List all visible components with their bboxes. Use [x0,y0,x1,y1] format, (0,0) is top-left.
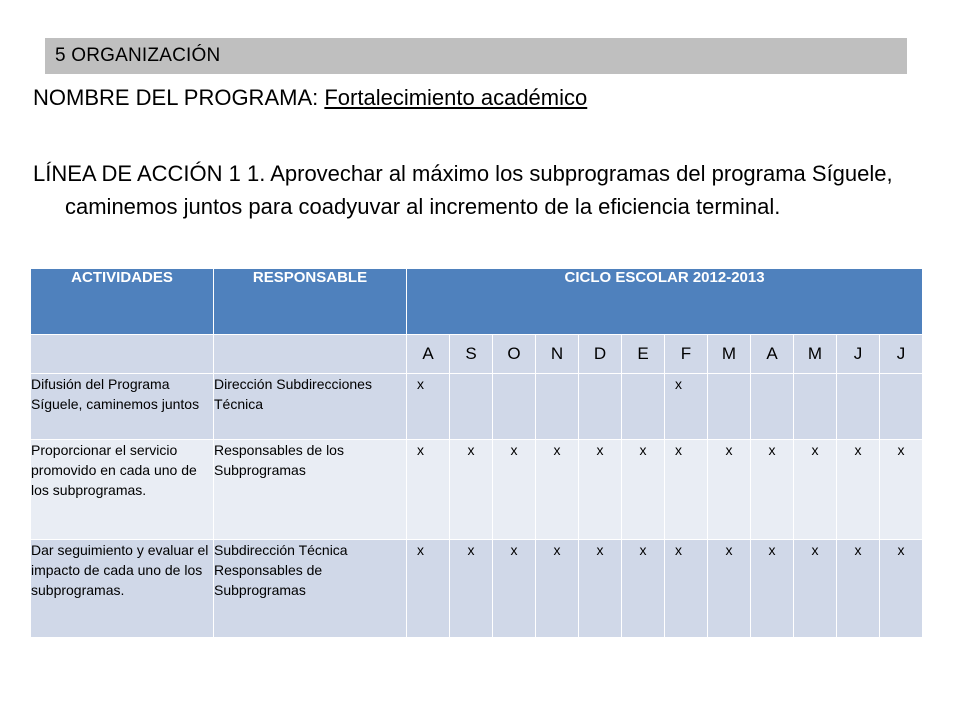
month-mark-cell [579,374,622,440]
responsible-cell: Dirección Subdirecciones Técnica [214,374,407,440]
month-mark-cell: x [794,540,837,638]
month-mark-cell: x [837,540,880,638]
months-row [31,335,923,374]
month-mark-cell: x [493,540,536,638]
month-mark-cell: x [579,440,622,540]
month-cell: O [493,335,536,374]
month-mark-cell: x [407,374,450,440]
month-cell: E [622,335,665,374]
month-mark-cell [493,374,536,440]
month-mark-cell [536,374,579,440]
month-mark-cell [450,374,493,440]
month-mark-cell: x [708,440,751,540]
month-mark-cell: x [493,440,536,540]
month-mark-cell: x [665,540,708,638]
month-cell: N [536,335,579,374]
responsible-cell: Subdirección Técnica Responsables de Subprogramas [214,540,407,638]
month-mark-cell: x [622,540,665,638]
month-mark-cell [837,374,880,440]
month-mark-cell [880,374,923,440]
month-mark-cell: x [880,440,923,540]
month-cell: M [794,335,837,374]
month-cell: F [665,335,708,374]
month-mark-cell: x [536,540,579,638]
month-cell: J [837,335,880,374]
month-mark-cell: x [837,440,880,540]
month-mark-cell: x [794,440,837,540]
month-mark-cell: x [536,440,579,540]
activity-cell: Dar seguimiento y evaluar el impacto de cada uno de los subprogramas. [31,540,214,638]
header-row [31,269,923,335]
program-name: Fortalecimiento académico [324,85,588,110]
month-mark-cell [794,374,837,440]
schedule-table [30,268,923,638]
table-row [31,374,923,440]
responsible-header: RESPONSABLE [214,269,407,335]
month-cell: A [751,335,794,374]
program-name-line [33,82,587,114]
month-mark-cell [751,374,794,440]
month-mark-cell: x [450,440,493,540]
responsible-cell: Responsables de los Subprogramas [214,440,407,540]
activities-header: ACTIVIDADES [31,269,214,335]
empty-cell [214,335,407,374]
month-cell: M [708,335,751,374]
month-mark-cell: x [665,440,708,540]
month-mark-cell: x [622,440,665,540]
month-mark-cell: x [407,540,450,638]
month-cell: D [579,335,622,374]
activity-cell: Proporcionar el servicio promovido en cada uno de los subprogramas. [31,440,214,540]
month-mark-cell: x [407,440,450,540]
empty-cell [31,335,214,374]
action-line-text: LÍNEA DE ACCIÓN 1 1. Aprovechar al máximo los subprogramas del programa Síguele, caminemos juntos para coadyuvar al incremento de la eficiencia terminal. [33,161,893,219]
month-mark-cell [708,374,751,440]
table-row [31,440,923,540]
month-cell: J [880,335,923,374]
activity-cell: Difusión del Programa Síguele, caminemos juntos [31,374,214,440]
month-mark-cell: x [751,540,794,638]
section-title: 5 ORGANIZACIÓN [55,45,221,66]
month-mark-cell: x [880,540,923,638]
month-cell: S [450,335,493,374]
month-cell: A [407,335,450,374]
school-cycle-header: CICLO ESCOLAR 2012-2013 [407,269,923,335]
month-mark-cell [622,374,665,440]
section-title-bar [45,38,907,74]
program-label: NOMBRE DEL PROGRAMA: [33,85,325,110]
month-mark-cell: x [665,374,708,440]
table-row [31,540,923,638]
month-mark-cell: x [450,540,493,638]
month-mark-cell: x [751,440,794,540]
month-mark-cell: x [708,540,751,638]
month-mark-cell: x [579,540,622,638]
